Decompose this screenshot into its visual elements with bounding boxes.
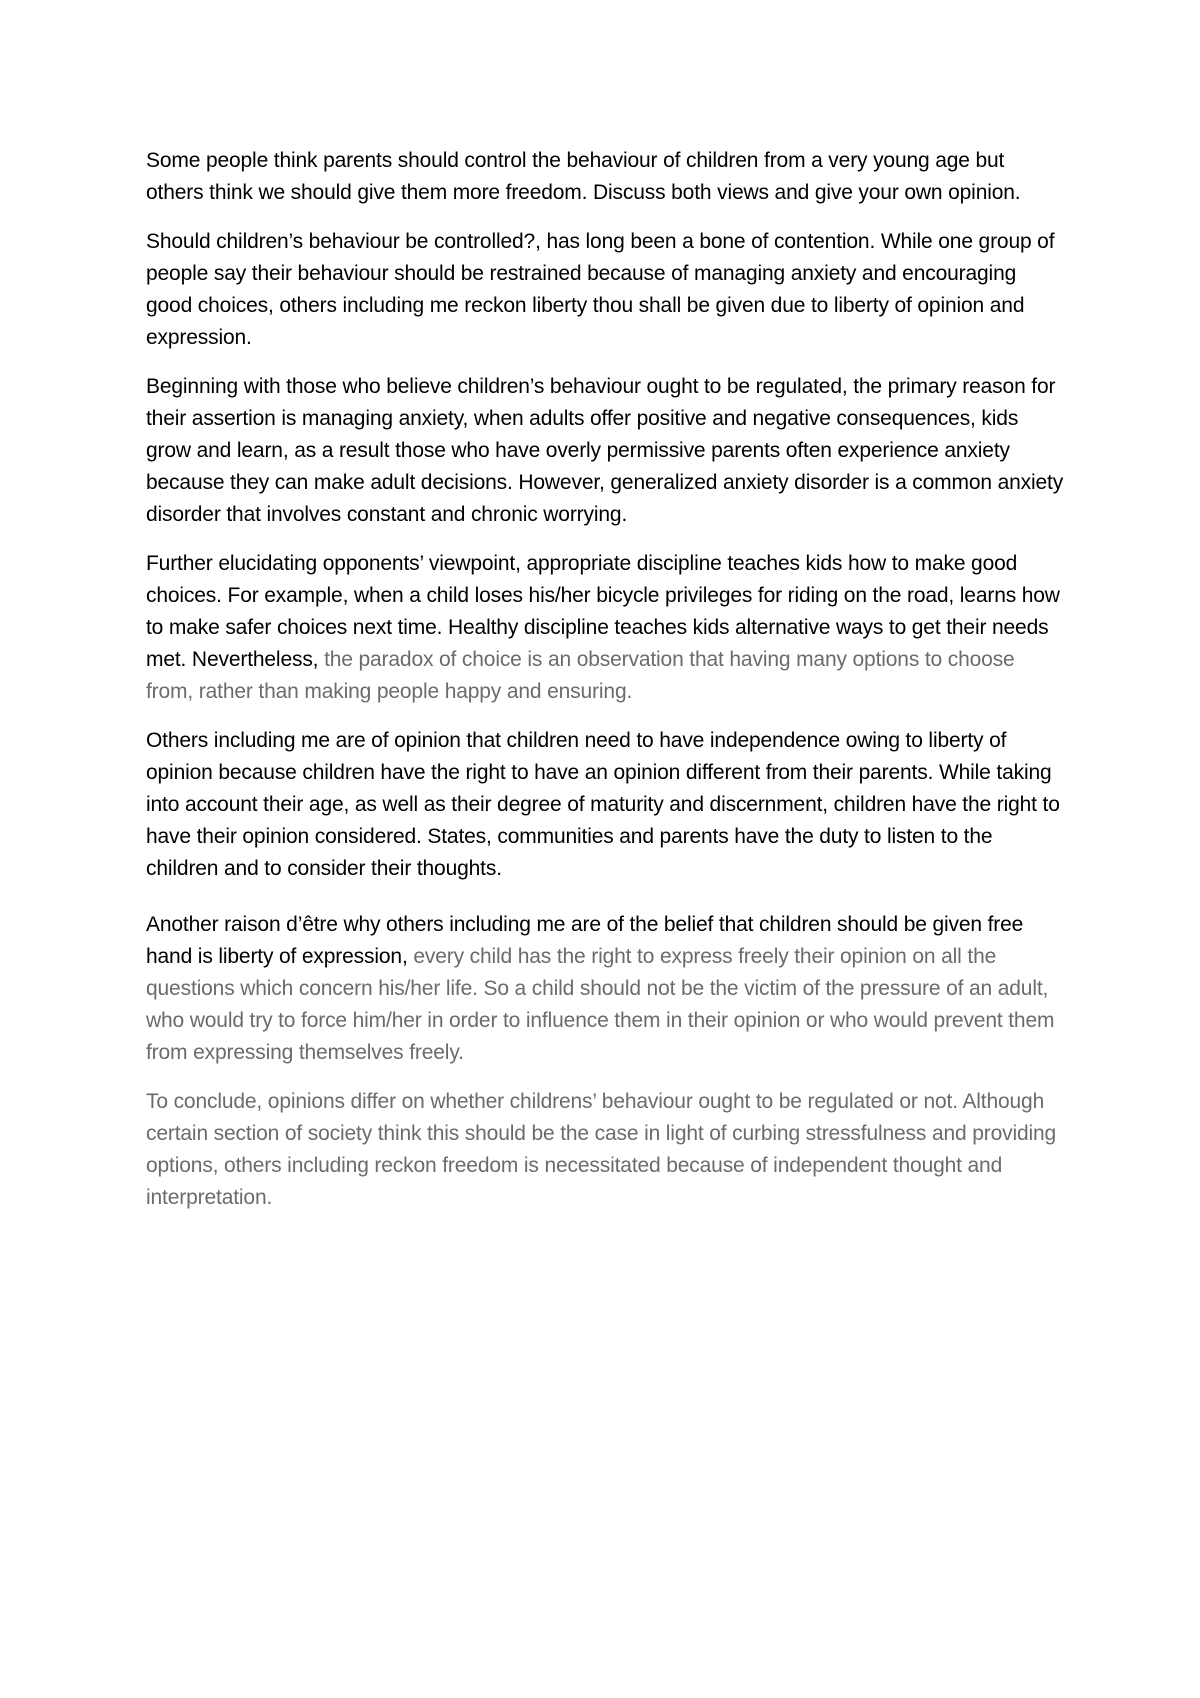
body-paragraph-2 xyxy=(146,548,1066,708)
essay-prompt: Some people think parents should control the behaviour of children from a very young age but others think we should give them more freedom. Discuss both views and give your own opinion. xyxy=(146,149,1021,204)
conclusion-paragraph: To conclude, opinions differ on whether childrens’ behaviour ought to be regulated or not. Although certain section of society think this should be the case in light of curbing stressfulness and providing options, others including reckon freedom is necessitated because of independent thought and interpretation. xyxy=(146,1090,1057,1209)
intro-paragraph: Should children’s behaviour be controlled?, has long been a bone of contention. While one group of people say their behaviour should be restrained because of managing anxiety and encouraging good choices, others including me reckon liberty thou shall be given due to liberty of opinion and expression. xyxy=(146,230,1055,349)
document-body xyxy=(146,145,1066,1231)
body-paragraph-3: Others including me are of opinion that children need to have independence owing to liberty of opinion because children have the right to have an opinion different from their parents. While taking into account their age, as well as their degree of maturity and discernment, children have the right to have their opinion considered. States, communities and parents have the duty to listen to the children and to consider their thoughts. xyxy=(146,729,1060,880)
body-paragraph-4 xyxy=(146,909,1066,1069)
body-paragraph-4-quoted: every child has the right to express freely their opinion on all the questions which concern his/her life. So a child should not be the victim of the pressure of an adult, who would try to force him/her in order to influence them in their opinion or who would prevent them from expressing themselves freely. xyxy=(146,945,1055,1064)
body-paragraph-2-quoted: the paradox of choice is an observation that having many options to choose from, rather than making people happy and ensuring. xyxy=(146,648,1015,703)
body-paragraph-2-main: Further elucidating opponents’ viewpoint, appropriate discipline teaches kids how to make good choices. For example, when a child loses his/her bicycle privileges for riding on the road, learns how to make safer choices next time. Healthy discipline teaches kids alternative ways to get their needs met. Nevertheless, xyxy=(146,552,1060,671)
body-paragraph-4-main: Another raison d’être why others including me are of the belief that children should be given free hand is liberty of expression, xyxy=(146,913,1024,968)
body-paragraph-1: Beginning with those who believe children’s behaviour ought to be regulated, the primary reason for their assertion is managing anxiety, when adults offer positive and negative consequences, kids grow and learn, as a result those who have overly permissive parents often experience anxiety because they can make adult decisions. However, generalized anxiety disorder is a common anxiety disorder that involves constant and chronic worrying. xyxy=(146,375,1064,526)
